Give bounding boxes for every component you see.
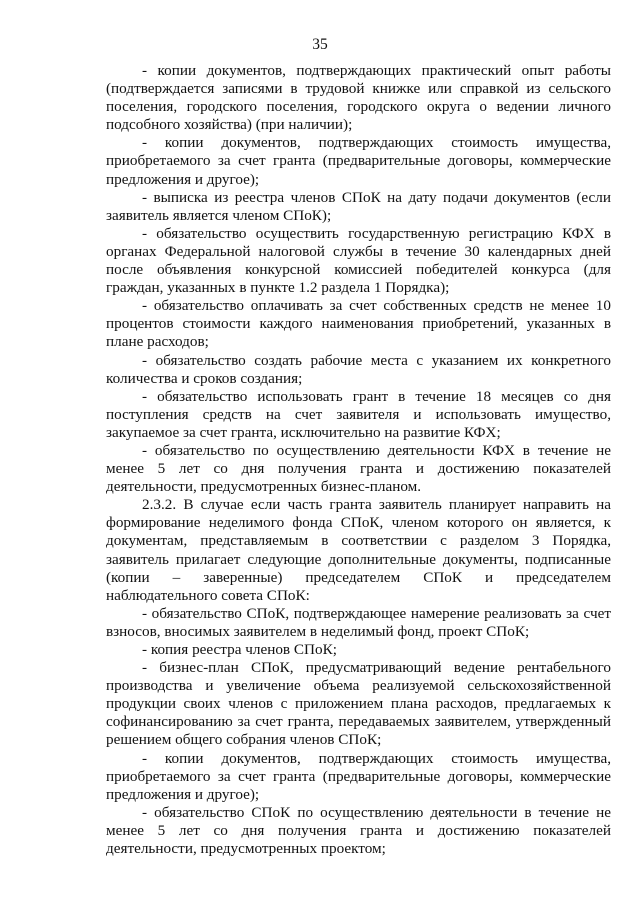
paragraph-kfh-registration-obligation: - обязательство осуществить государственную регистрацию КФХ в органах Федеральной налоговой службы в течение 30 календарных дней после объявления конкурсной комиссией победителей конкурса (для граждан, указанных в пункте 1.2 раздела 1 Порядка); [106, 224, 611, 297]
paragraph-grant-usage-obligation: - обязательство использовать грант в течение 18 месяцев со дня поступления средств на счет заявителя и использовать имущество, закупаемое за счет гранта, исключительно на развитие КФХ; [106, 387, 611, 441]
paragraph-spok-business-plan: - бизнес-план СПоК, предусматривающий ведение рентабельного производства и увеличение объема реализуемой сельскохозяйственной продукции своих членов с приложением плана расходов, предлагаемых к софинансированию за счет гранта, передаваемых заявителем, утвержденный решением общего собрания членов СПоК; [106, 659, 611, 749]
paragraph-spok-registry-copy: - копия реестра членов СПоК; [142, 641, 337, 658]
document-body [106, 62, 611, 858]
paragraph-section-2-3-2: 2.3.2. В случае если часть гранта заявитель планирует направить на формирование неделимого фонда СПоК, членом которого он является, к документам, представляемым в соответствии с разделом 3 Порядка, заявитель прилагает следующие дополнительные документы, подписанные (копии – заверенные) председателем СПоК и председателем наблюдательного совета СПоК: [106, 496, 611, 604]
paragraph-kfh-activity-obligation: - обязательство по осуществлению деятельности КФХ в течение не менее 5 лет со дня получения гранта и достижению показателей деятельности, предусмотренных бизнес-планом. [106, 441, 611, 496]
paragraph-property-cost-docs-2: - копии документов, подтверждающих стоимость имущества, приобретаемого за счет гранта (предварительные договоры, коммерческие предложения и другое); [106, 749, 611, 803]
paragraph-own-funds-obligation: - обязательство оплачивать за счет собственных средств не менее 10 процентов стоимости каждого наименования приобретений, указанных в плане расходов; [106, 297, 611, 351]
paragraph-work-experience-docs: - копии документов, подтверждающих практический опыт работы (подтверждается записями в трудовой книжке или справкой из сельского поселения, городского поселения, городского округа о ведении личного подсобного хозяйства) (при наличии); [106, 62, 611, 134]
paragraph-property-cost-docs: - копии документов, подтверждающих стоимость имущества, приобретаемого за счет гранта (предварительные договоры, коммерческие предложения и другое); [106, 134, 611, 188]
paragraph-spok-activity-obligation: - обязательство СПоК по осуществлению деятельности в течение не менее 5 лет со дня получения гранта и достижению показателей деятельности, предусмотренных проектом; [106, 803, 611, 858]
paragraph-spok-intent-obligation: - обязательство СПоК, подтверждающее намерение реализовать за счет взносов, вносимых заявителем в неделимый фонд, проект СПоК; [106, 604, 611, 640]
paragraph-spok-registry-extract: - выписка из реестра членов СПоК на дату подачи документов (если заявитель является членом СПоК); [106, 188, 611, 224]
page-number: 35 [312, 36, 328, 53]
paragraph-jobs-obligation: - обязательство создать рабочие места с указанием их конкретного количества и сроков создания; [106, 351, 611, 387]
